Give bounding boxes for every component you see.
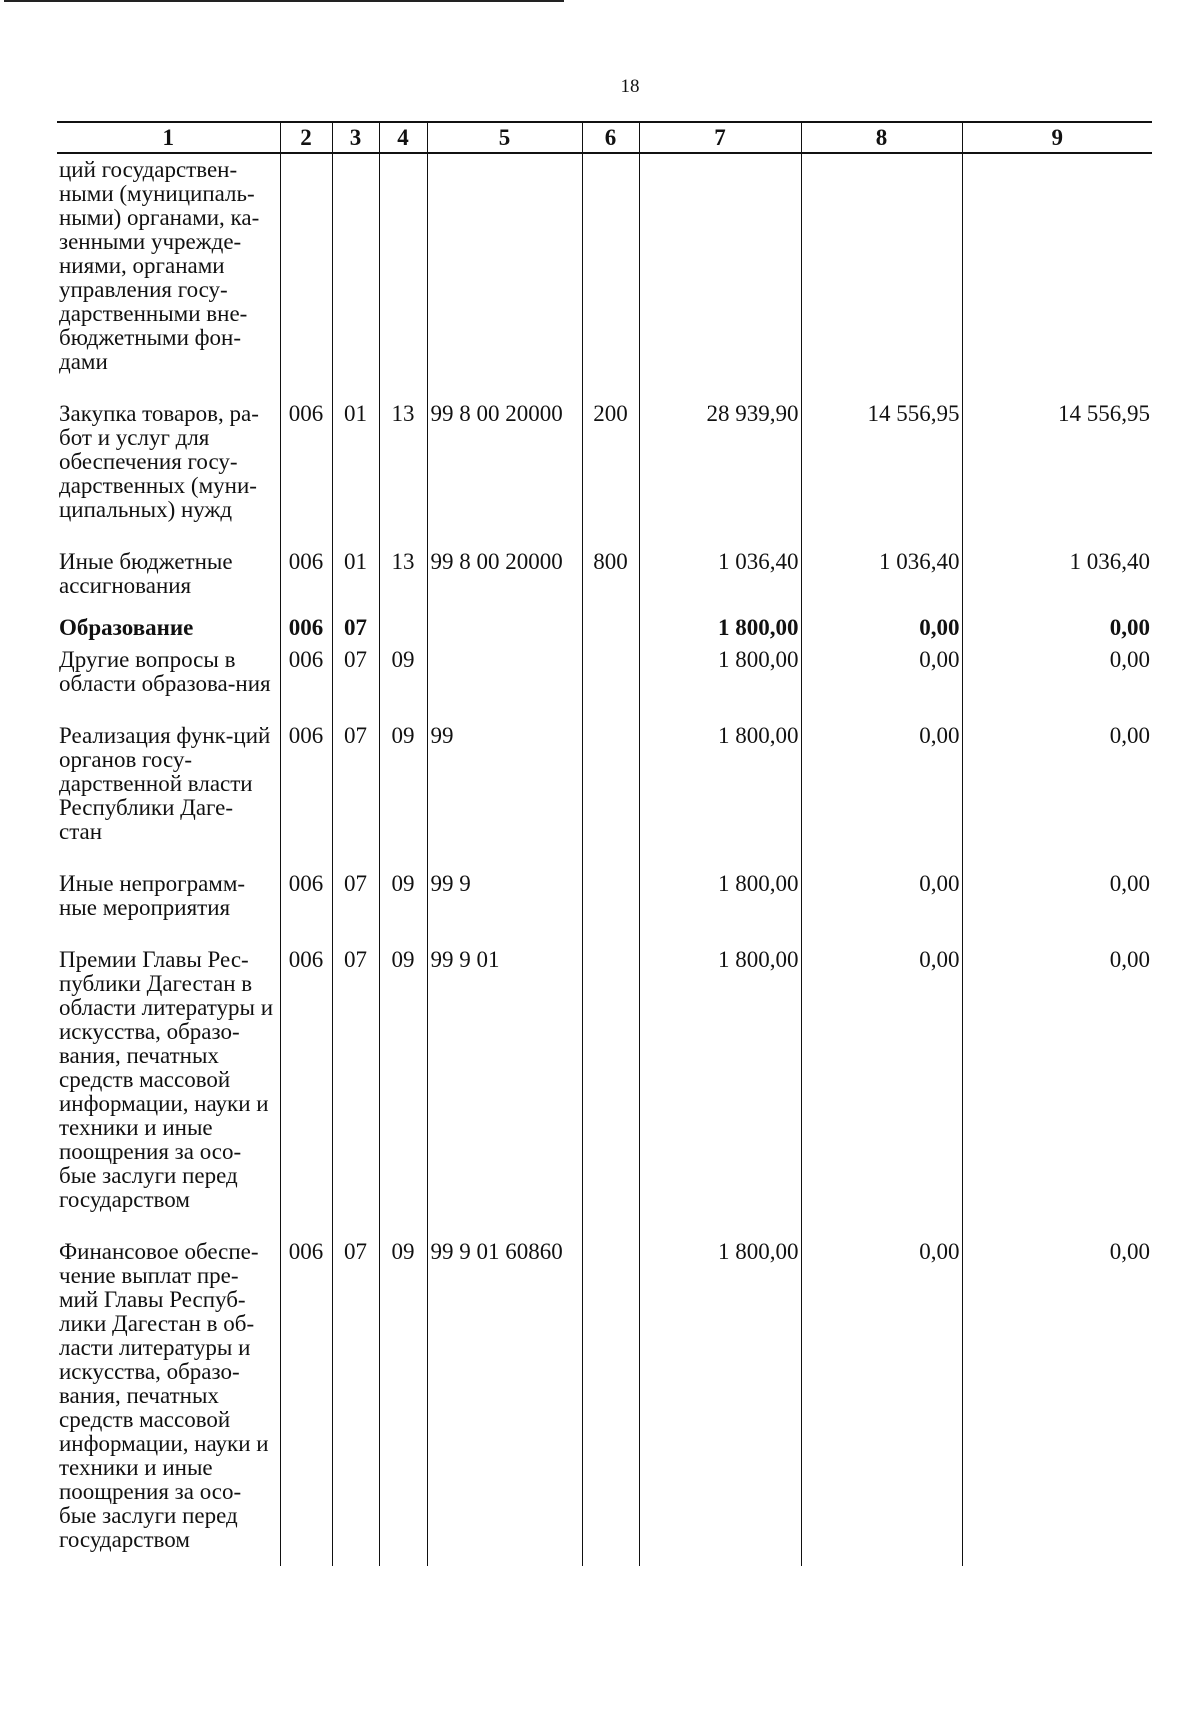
row-name: Премии Главы Рес-публики Дагестан в области литературы и искусства, образо-вания, печатных средств массовой информации, науки и техники и иные поощрения за осо-бые заслуги перед государством — [59, 947, 274, 1212]
cell-ministry: 006 — [280, 388, 332, 536]
cell-ministry: 006 — [280, 710, 332, 858]
cell-amount-8: 0,00 — [801, 1226, 962, 1566]
column-header: 7 — [639, 122, 801, 153]
cell-subsection: 09 — [379, 858, 427, 934]
cell-expense-type — [582, 153, 639, 388]
cell-amount-7: 1 800,00 — [639, 1226, 801, 1566]
cell-subsection — [379, 612, 427, 644]
column-header: 9 — [962, 122, 1152, 153]
cell-ministry: 006 — [280, 934, 332, 1226]
cell-subsection: 13 — [379, 388, 427, 536]
cell-amount-7: 28 939,90 — [639, 388, 801, 536]
row-name: Реализация функ-ций органов госу-дарственной власти Республики Даге-стан — [59, 723, 271, 844]
cell-expense-type — [582, 934, 639, 1226]
table-row — [57, 612, 1152, 644]
table-row — [57, 934, 1152, 1226]
cell-amount-9: 1 036,40 — [962, 536, 1152, 612]
cell-section: 07 — [332, 858, 379, 934]
table-row — [57, 710, 1152, 858]
cell-section: 01 — [332, 536, 379, 612]
cell-target-article: 99 9 — [427, 858, 582, 934]
cell-subsection — [379, 153, 427, 388]
cell-amount-9: 14 556,95 — [962, 388, 1152, 536]
row-name: ций государствен-ными (муниципаль-ными) органами, ка-зенными учрежде-ниями, органами управления госу-дарственными вне-бюджетными фон-дами — [59, 157, 260, 374]
cell-amount-8: 0,00 — [801, 934, 962, 1226]
cell-target-article: 99 — [427, 710, 582, 858]
cell-section: 07 — [332, 644, 379, 710]
cell-amount-9: 0,00 — [962, 644, 1152, 710]
cell-section: 07 — [332, 934, 379, 1226]
cell-ministry — [280, 153, 332, 388]
cell-amount-7 — [639, 153, 801, 388]
row-name: Закупка товаров, ра-бот и услуг для обеспечения госу-дарственных (муни-ципальных) нужд — [59, 401, 259, 522]
cell-amount-9: 0,00 — [962, 612, 1152, 644]
cell-subsection: 09 — [379, 710, 427, 858]
page-number: 18 — [620, 76, 640, 97]
cell-amount-8: 0,00 — [801, 644, 962, 710]
row-name: Образование — [59, 615, 194, 640]
cell-target-article: 99 9 01 60860 — [427, 1226, 582, 1566]
cell-ministry: 006 — [280, 858, 332, 934]
scan-top-edge — [4, 0, 564, 2]
cell-amount-8 — [801, 153, 962, 388]
cell-amount-9: 0,00 — [962, 710, 1152, 858]
table-row — [57, 1226, 1152, 1566]
cell-expense-type — [582, 710, 639, 858]
cell-ministry: 006 — [280, 1226, 332, 1566]
cell-amount-7: 1 800,00 — [639, 612, 801, 644]
cell-amount-9: 0,00 — [962, 858, 1152, 934]
column-header: 1 — [57, 122, 280, 153]
cell-amount-7: 1 800,00 — [639, 644, 801, 710]
column-header: 3 — [332, 122, 379, 153]
table-row — [57, 644, 1152, 710]
cell-amount-9: 0,00 — [962, 934, 1152, 1226]
cell-subsection: 13 — [379, 536, 427, 612]
cell-amount-8: 14 556,95 — [801, 388, 962, 536]
budget-table — [57, 121, 1152, 1566]
cell-expense-type — [582, 644, 639, 710]
cell-subsection: 09 — [379, 644, 427, 710]
column-header: 6 — [582, 122, 639, 153]
cell-section: 07 — [332, 710, 379, 858]
table-row — [57, 153, 1152, 388]
cell-subsection: 09 — [379, 934, 427, 1226]
column-header: 5 — [427, 122, 582, 153]
cell-expense-type — [582, 612, 639, 644]
table-header-row — [57, 122, 1152, 153]
cell-target-article — [427, 153, 582, 388]
cell-ministry: 006 — [280, 612, 332, 644]
cell-amount-8: 0,00 — [801, 710, 962, 858]
cell-ministry: 006 — [280, 536, 332, 612]
cell-amount-7: 1 800,00 — [639, 934, 801, 1226]
cell-section: 01 — [332, 388, 379, 536]
cell-section — [332, 153, 379, 388]
cell-expense-type — [582, 858, 639, 934]
row-name: Иные бюджетные ассигнования — [59, 549, 233, 598]
cell-section: 07 — [332, 1226, 379, 1566]
column-header: 2 — [280, 122, 332, 153]
table-row — [57, 858, 1152, 934]
cell-amount-8: 0,00 — [801, 858, 962, 934]
cell-ministry: 006 — [280, 644, 332, 710]
cell-amount-8: 1 036,40 — [801, 536, 962, 612]
cell-target-article — [427, 612, 582, 644]
table-row — [57, 536, 1152, 612]
cell-target-article: 99 8 00 20000 — [427, 388, 582, 536]
cell-target-article: 99 9 01 — [427, 934, 582, 1226]
column-header: 4 — [379, 122, 427, 153]
row-name: Иные непрограмм-ные мероприятия — [59, 871, 246, 920]
cell-amount-8: 0,00 — [801, 612, 962, 644]
row-name: Другие вопросы в области образова-ния — [59, 647, 271, 696]
cell-subsection: 09 — [379, 1226, 427, 1566]
cell-section: 07 — [332, 612, 379, 644]
cell-amount-7: 1 800,00 — [639, 710, 801, 858]
cell-target-article — [427, 644, 582, 710]
column-header: 8 — [801, 122, 962, 153]
cell-expense-type: 800 — [582, 536, 639, 612]
cell-expense-type — [582, 1226, 639, 1566]
cell-expense-type: 200 — [582, 388, 639, 536]
cell-amount-7: 1 800,00 — [639, 858, 801, 934]
cell-amount-9 — [962, 153, 1152, 388]
cell-target-article: 99 8 00 20000 — [427, 536, 582, 612]
row-name: Финансовое обеспе-чение выплат пре-мий Главы Респуб-лики Дагестан в об-ласти литературы и искусства, образо-вания, печатных средств массовой информации, науки и техники и иные поощрения за осо-бые заслуги перед государством — [59, 1239, 269, 1552]
cell-amount-9: 0,00 — [962, 1226, 1152, 1566]
table-row — [57, 388, 1152, 536]
cell-amount-7: 1 036,40 — [639, 536, 801, 612]
